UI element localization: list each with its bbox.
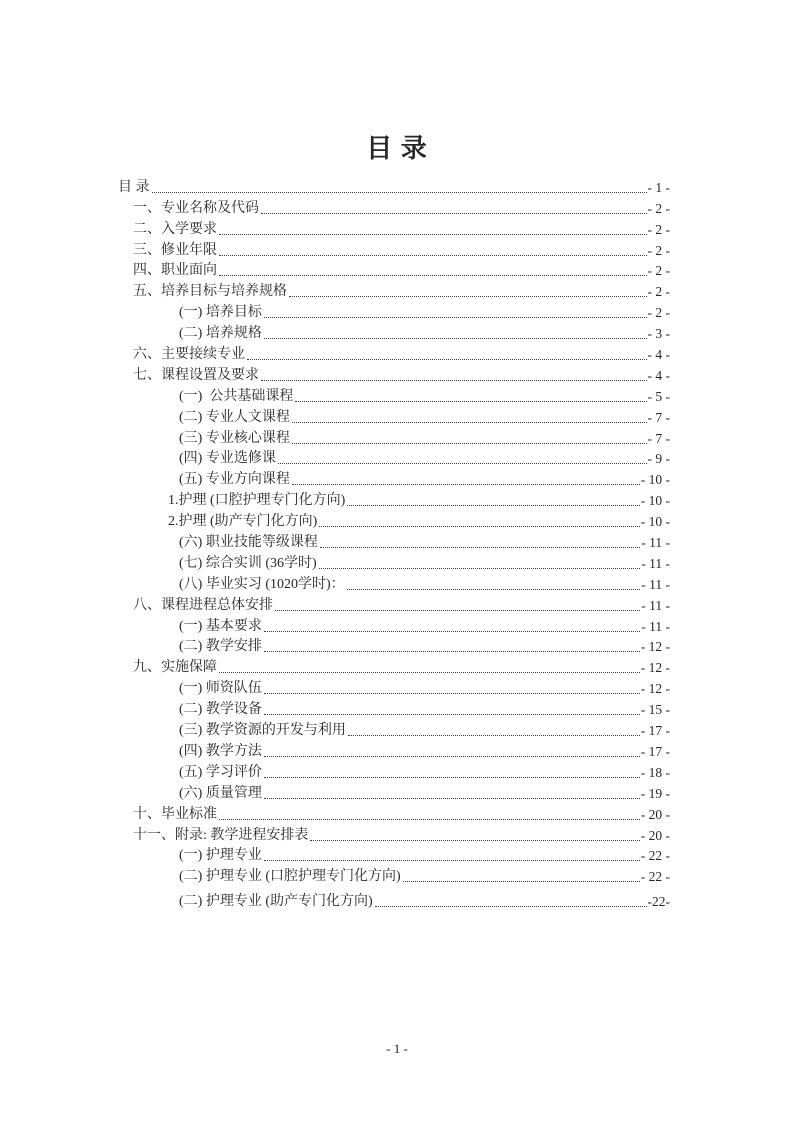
toc-leader-dots [348, 735, 640, 736]
toc-entry[interactable] [118, 489, 670, 510]
toc-leader-dots [275, 610, 640, 611]
toc-entry-label: 十一、附录: 教学进程安排表 [133, 827, 309, 843]
footer-page-number: - 1 - [386, 1041, 408, 1056]
toc-entry-label: 八、课程进程总体安排 [133, 597, 273, 613]
toc-entry-label: (四) 专业选修课 [179, 451, 276, 467]
toc-entry-page: - 2 - [647, 221, 670, 237]
toc-leader-dots [319, 568, 641, 569]
toc-entry-page: - 12 - [640, 660, 670, 676]
toc-entry-page: - 10 - [640, 514, 670, 530]
toc-entry-label: (一) 护理专业 [179, 848, 262, 864]
toc-entry-page: - 20 - [640, 827, 670, 843]
toc-entry-label: 十、毕业标准 [133, 806, 217, 822]
toc-entry[interactable] [118, 364, 670, 385]
toc-entry-page: - 4 - [647, 367, 670, 383]
toc-leader-dots [152, 192, 647, 193]
toc-entry-page: - 2 - [647, 263, 670, 279]
toc-entry[interactable] [118, 531, 670, 552]
toc-entry-page: - 11 - [641, 597, 670, 613]
toc-entry-label: (五) 学习评价 [179, 764, 262, 780]
toc-entry-page: - 3 - [647, 326, 670, 342]
toc-entry-page: - 15 - [640, 702, 670, 718]
toc-entry[interactable] [118, 656, 670, 677]
toc-entry[interactable] [118, 260, 670, 281]
toc-entry-label: (一) 师资队伍 [179, 681, 262, 697]
toc-leader-dots [264, 338, 647, 339]
toc-entry[interactable] [118, 803, 670, 824]
toc-entry-label: 九、实施保障 [133, 660, 217, 676]
toc-entry-label: (六) 质量管理 [179, 785, 262, 801]
toc-entry[interactable] [118, 698, 670, 719]
toc-leader-dots [289, 296, 647, 297]
toc-entry-page: - 10 - [640, 493, 670, 509]
toc-entry[interactable] [118, 740, 670, 761]
toc-entry-page: - 10 - [640, 472, 670, 488]
toc-entry[interactable] [118, 280, 670, 301]
toc-entry[interactable] [118, 845, 670, 866]
toc-entry[interactable] [118, 865, 670, 886]
toc-leader-dots [310, 840, 639, 841]
toc-entry-label: 1.护理 (口腔护理专门化方向) [168, 493, 346, 509]
toc-leader-dots [278, 463, 647, 464]
toc-leader-dots [292, 484, 640, 485]
toc-entry-page: - 22 - [640, 848, 670, 864]
toc-entry-page: - 17 - [640, 723, 670, 739]
toc-entry-label: 2.护理 (助产专门化方向) [168, 514, 318, 530]
toc-entry[interactable] [118, 343, 670, 364]
toc-leader-dots [375, 906, 647, 907]
toc-entry-page: - 1 - [647, 179, 670, 195]
toc-entry[interactable] [118, 552, 670, 573]
toc-entry-label: 四、职业面向 [133, 263, 217, 279]
toc-entry-page: - 2 - [647, 284, 670, 300]
toc-entry[interactable] [118, 761, 670, 782]
toc-entry-label: (二) 教学安排 [179, 639, 262, 655]
toc-leader-dots [347, 505, 639, 506]
toc-leader-dots [320, 547, 640, 548]
toc-entry[interactable] [118, 890, 670, 911]
toc-entry[interactable] [118, 594, 670, 615]
toc-entry-page: - 18 - [640, 764, 670, 780]
toc-entry-page: - 11 - [641, 555, 670, 571]
toc-entry-page: - 19 - [640, 785, 670, 801]
toc-entry[interactable] [118, 427, 670, 448]
toc-entry-label: 一、专业名称及代码 [133, 200, 259, 216]
toc-entry-label: (一) 基本要求 [179, 618, 262, 634]
toc-entry-page: - 12 - [640, 681, 670, 697]
toc-entry-page: - 17 - [640, 743, 670, 759]
toc-leader-dots [347, 589, 641, 590]
toc-leader-dots [264, 317, 647, 318]
toc-entry-page: - 11 - [641, 618, 670, 634]
toc-entry-label: (四) 教学方法 [179, 743, 262, 759]
toc-entry-label: (二) 护理专业 (助产专门化方向) [179, 894, 373, 910]
toc-entry[interactable] [118, 573, 670, 594]
toc-entry-label: (五) 专业方向课程 [179, 472, 290, 488]
toc-leader-dots [219, 275, 647, 276]
toc-entry-label: (八) 毕业实习 (1020学时)： [179, 576, 345, 592]
toc-leader-dots [319, 526, 639, 527]
toc-entry[interactable] [118, 176, 670, 197]
toc-leader-dots [264, 756, 640, 757]
toc-entry-label: 五、培养目标与培养规格 [133, 284, 287, 300]
toc-leader-dots [261, 213, 647, 214]
toc-entry[interactable] [118, 239, 670, 260]
toc-leader-dots [247, 359, 647, 360]
toc-entry[interactable] [118, 406, 670, 427]
toc-leader-dots [264, 714, 640, 715]
toc-leader-dots [264, 860, 640, 861]
toc-leader-dots [403, 881, 640, 882]
toc-entry-label: (二) 专业人文课程 [179, 409, 290, 425]
toc-entry[interactable] [118, 448, 670, 469]
page-title: 目 录 [366, 134, 428, 163]
toc-entry-label: (二) 护理专业 (口腔护理专门化方向) [179, 869, 401, 885]
toc-entry-label: (一) 公共基础课程 [179, 388, 294, 404]
toc-entry[interactable] [118, 301, 670, 322]
toc-entry-page: - 4 - [647, 347, 670, 363]
page-footer [0, 1041, 794, 1057]
toc-entry[interactable] [118, 615, 670, 636]
toc-entry-label: (二) 培养规格 [179, 326, 262, 342]
toc-entry-page: - 11 - [641, 535, 670, 551]
toc-entry[interactable] [118, 197, 670, 218]
toc-entry-page: - 9 - [647, 451, 670, 467]
toc-entry-page: - 7 - [647, 430, 670, 446]
toc-entry[interactable] [118, 385, 670, 406]
toc-entry[interactable] [118, 218, 670, 239]
toc-entry-page: - 5 - [647, 388, 670, 404]
toc-entry-label: 三、修业年限 [133, 242, 217, 258]
toc-entry-page: - 7 - [647, 409, 670, 425]
toc-entry-page: - 20 - [640, 806, 670, 822]
toc-leader-dots [219, 819, 640, 820]
toc-entry-page: - 2 - [647, 242, 670, 258]
toc-entry-page: - 11 - [641, 576, 670, 592]
toc-leader-dots [292, 443, 647, 444]
toc-leader-dots [219, 255, 647, 256]
toc-leader-dots [264, 777, 640, 778]
toc-entry-label: 目 录 [118, 179, 150, 195]
toc-entry-label: (三) 专业核心课程 [179, 430, 290, 446]
toc-entry[interactable] [118, 677, 670, 698]
toc-leader-dots [261, 380, 647, 381]
toc-entry[interactable] [118, 782, 670, 803]
toc-list [118, 176, 670, 911]
toc-entry-label: (一) 培养目标 [179, 305, 262, 321]
toc-entry[interactable] [118, 468, 670, 489]
toc-leader-dots [219, 672, 640, 673]
toc-entry[interactable] [118, 322, 670, 343]
toc-entry[interactable] [118, 636, 670, 657]
toc-leader-dots [292, 422, 647, 423]
toc-entry-label: (七) 综合实训 (36学时) [179, 555, 317, 571]
toc-entry-page: - 2 - [647, 200, 670, 216]
toc-entry-label: (三) 教学资源的开发与利用 [179, 723, 346, 739]
toc-entry-label: (二) 教学设备 [179, 702, 262, 718]
toc-entry[interactable] [118, 510, 670, 531]
toc-entry-label: 二、入学要求 [133, 221, 217, 237]
toc-entry-label: 七、课程设置及要求 [133, 367, 259, 383]
toc-leader-dots [295, 401, 646, 402]
toc-leader-dots [264, 651, 640, 652]
toc-entry-page: - 2 - [647, 305, 670, 321]
toc-entry[interactable] [118, 719, 670, 740]
toc-leader-dots [219, 234, 647, 235]
toc-entry-page: -22- [647, 894, 670, 910]
toc-leader-dots [264, 693, 640, 694]
toc-entry-page: - 12 - [640, 639, 670, 655]
toc-entry[interactable] [118, 824, 670, 845]
toc-leader-dots [264, 631, 640, 632]
toc-entry-page: - 22 - [640, 869, 670, 885]
toc-leader-dots [264, 798, 640, 799]
toc-entry-label: (六) 职业技能等级课程 [179, 535, 318, 551]
toc-entry-label: 六、主要接续专业 [133, 347, 245, 363]
